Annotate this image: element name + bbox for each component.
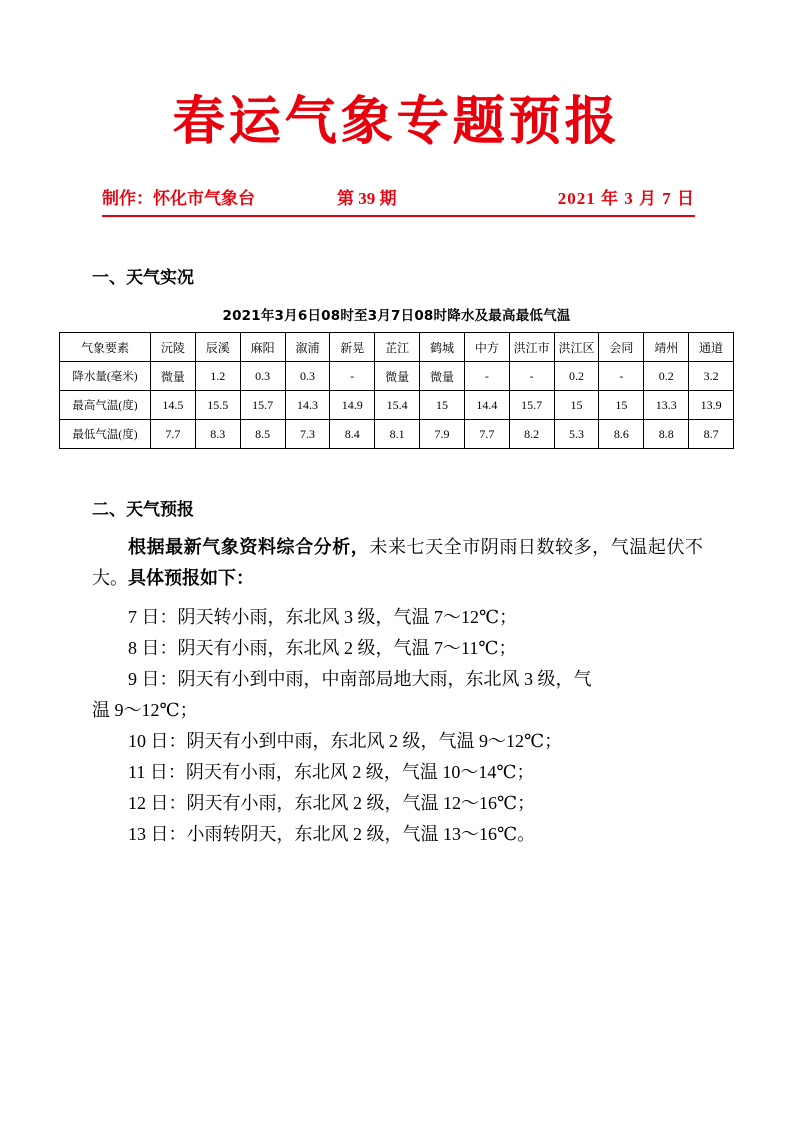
forecast-intro-bold-lead: 根据最新气象资料综合分析， (128, 537, 370, 558)
table-cell: 7.9 (420, 420, 465, 449)
table-cell: 7.7 (464, 420, 509, 449)
table-col-header: 洪江区 (554, 333, 599, 362)
table-row (60, 362, 734, 391)
table-cell: 14.5 (151, 391, 196, 420)
table-cell: 8.4 (330, 420, 375, 449)
table-cell: 15 (554, 391, 599, 420)
table-col-header: 新晃 (330, 333, 375, 362)
table-cell: 15 (599, 391, 644, 420)
table-cell: 8.8 (644, 420, 689, 449)
table-row (60, 420, 734, 449)
table-row-label: 最高气温(度) (60, 391, 151, 420)
table-row-label: 降水量(毫米) (60, 362, 151, 391)
byline-row (56, 184, 737, 209)
table-cell: 0.3 (240, 362, 285, 391)
table-cell: - (330, 362, 375, 391)
byline-maker: 制作：怀化市气象台 (102, 188, 255, 208)
forecast-intro-normal: 未来七天全市阴雨日数较多，气温起伏不大。 (92, 537, 704, 589)
table-cell: 5.3 (554, 420, 599, 449)
table-caption: 2021年3月6日08时至3月7日08时降水及最高最低气温 (222, 308, 571, 325)
table-cell: 3.2 (689, 362, 734, 391)
forecast-line: 10 日：阴天有小到中雨，东北风 2 级，气温 9～12℃； (128, 731, 563, 752)
table-cell: 15.4 (375, 391, 420, 420)
table-cell: 13.9 (689, 391, 734, 420)
table-col-header: 靖州 (644, 333, 689, 362)
table-cell: 14.4 (464, 391, 509, 420)
byline-date: 2021 年 3 月 7 日 (557, 188, 695, 208)
table-cell: 8.1 (375, 420, 420, 449)
table-cell: 7.7 (151, 420, 196, 449)
table-cell: 0.3 (285, 362, 330, 391)
table-cell: - (599, 362, 644, 391)
table-col-header: 通道 (689, 333, 734, 362)
table-cell: 14.3 (285, 391, 330, 420)
table-col-header: 芷江 (375, 333, 420, 362)
table-cell: 15 (420, 391, 465, 420)
forecast-line: 7 日：阴天转小雨，东北风 3 级，气温 7～12℃； (128, 607, 518, 628)
table-header-row (60, 333, 734, 362)
header-divider (102, 215, 695, 218)
table-cell: 15.5 (195, 391, 240, 420)
forecast-intro-bold-tail: 具体预报如下： (128, 568, 254, 589)
forecast-line: 9 日：阴天有小到中雨，中南部局地大雨，东北风 3 级，气 (128, 669, 592, 690)
table-col-header: 沅陵 (151, 333, 196, 362)
forecast-line: 12 日：阴天有小雨，东北风 2 级，气温 12～16℃； (128, 792, 536, 813)
table-cell: 8.3 (195, 420, 240, 449)
table-col-header: 洪江市 (509, 333, 554, 362)
table-cell: 8.5 (240, 420, 285, 449)
table-col-header: 中方 (464, 333, 509, 362)
table-cell: 15.7 (240, 391, 285, 420)
forecast-line: 13 日：小雨转阴天，东北风 2 级，气温 13～16℃。 (128, 823, 536, 844)
table-cell: 8.7 (689, 420, 734, 449)
table-cell: 7.3 (285, 420, 330, 449)
forecast-line-continuation: 温 9～12℃； (92, 700, 198, 721)
observation-table (59, 332, 734, 449)
table-cell: 0.2 (554, 362, 599, 391)
table-row (60, 391, 734, 420)
forecast-line: 11 日：阴天有小雨，东北风 2 级，气温 10～14℃； (128, 761, 535, 782)
table-cell: 8.2 (509, 420, 554, 449)
table-cell: 13.3 (644, 391, 689, 420)
forecast-intro-paragraph (56, 532, 737, 594)
table-row-label: 最低气温(度) (60, 420, 151, 449)
forecast-line: 8 日：阴天有小雨，东北风 2 级，气温 7～11℃； (128, 638, 517, 659)
table-cell: - (509, 362, 554, 391)
table-cell: - (464, 362, 509, 391)
page-title: 春运气象专题预报 (172, 91, 621, 152)
table-cell: 0.2 (644, 362, 689, 391)
table-cell: 15.7 (509, 391, 554, 420)
table-col-header: 气象要素 (60, 333, 151, 362)
table-cell: 微量 (375, 362, 420, 391)
table-cell: 微量 (420, 362, 465, 391)
table-cell: 1.2 (195, 362, 240, 391)
table-cell: 微量 (151, 362, 196, 391)
section-heading-forecast: 二、天气预报 (92, 500, 194, 521)
forecast-list (56, 602, 737, 850)
table-cell: 14.9 (330, 391, 375, 420)
byline-issue: 第 39 期 (337, 188, 397, 208)
table-col-header: 会同 (599, 333, 644, 362)
section-heading-observation: 一、天气实况 (92, 268, 194, 289)
table-col-header: 溆浦 (285, 333, 330, 362)
table-cell: 8.6 (599, 420, 644, 449)
table-col-header: 麻阳 (240, 333, 285, 362)
table-col-header: 辰溪 (195, 333, 240, 362)
table-col-header: 鹤城 (420, 333, 465, 362)
